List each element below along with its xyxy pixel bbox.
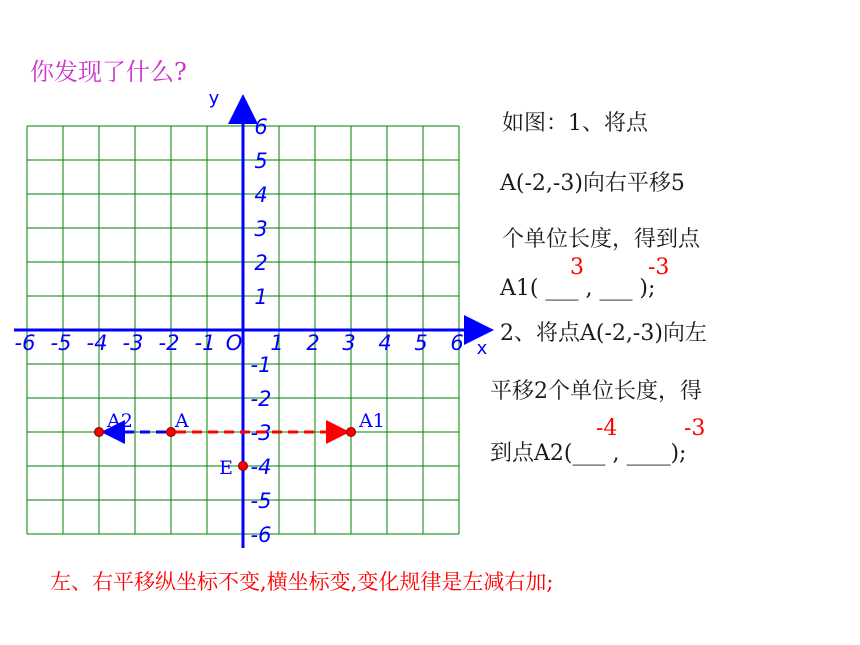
point-a2 (95, 428, 104, 437)
origin-label: O (225, 331, 243, 355)
x-tick-label: 5 (414, 331, 428, 355)
y-tick-label: -3 (250, 421, 272, 445)
x-tick-label: 4 (378, 331, 392, 355)
y-tick-label: 2 (254, 251, 268, 275)
y-tick-label: 5 (254, 149, 268, 173)
x-tick-label: -3 (122, 331, 144, 355)
point-label-e: E (219, 457, 233, 479)
y-tick-label: -4 (250, 455, 272, 479)
x-tick-label: -1 (194, 331, 216, 355)
y-tick-label: 4 (254, 183, 268, 207)
y-tick-label: -5 (250, 489, 272, 513)
y-tick-label: -6 (250, 523, 272, 547)
point-label-a2: A2 (107, 410, 133, 432)
y-axis-label: y (208, 88, 220, 109)
x-tick-label: 3 (342, 331, 356, 355)
axes (14, 100, 488, 548)
text-line-1: 如图：1、将点 (502, 111, 648, 136)
point-label-a: A (175, 410, 189, 432)
x-tick-label: -5 (50, 331, 72, 355)
y-tick-label: -2 (250, 387, 272, 411)
x-tick-label: 1 (270, 331, 284, 355)
point-a1 (347, 428, 356, 437)
x-tick-label: -2 (158, 331, 180, 355)
y-tick-label: 1 (254, 285, 268, 309)
answer-a1-x: 3 (570, 255, 584, 280)
text-line-4: A1( ___ , ___ ); (500, 276, 656, 301)
text-line-3: 个单位长度，得到点 (502, 227, 701, 252)
rule-summary: 左、右平移纵坐标不变,横坐标变,变化规律是左减右加; (50, 570, 554, 594)
points (95, 410, 385, 479)
y-tick-label: 6 (254, 115, 268, 139)
point-e (239, 462, 248, 471)
question-title: 你发现了什么? (30, 58, 187, 86)
x-tick-label: -4 (86, 331, 108, 355)
x-axis-label: x (476, 338, 488, 359)
text-line-6: 平移2个单位长度，得 (490, 379, 702, 404)
answer-a2-x: -4 (596, 416, 618, 441)
point-label-a1: A1 (359, 410, 385, 432)
y-tick-label: -1 (250, 353, 272, 377)
x-tick-label: -6 (14, 331, 36, 355)
x-tick-label: 2 (306, 331, 320, 355)
text-line-7: 到点A2(___ , ____); (490, 441, 687, 466)
text-line-2: A(-2,-3)向右平移5 (500, 171, 685, 196)
text-line-5: 2、将点A(-2,-3)向左 (500, 321, 707, 346)
tick-labels (15, 88, 488, 547)
answer-a1-y: -3 (648, 255, 670, 280)
x-tick-label: 6 (450, 331, 464, 355)
y-tick-label: 3 (254, 217, 268, 241)
answer-a2-y: -3 (684, 416, 706, 441)
